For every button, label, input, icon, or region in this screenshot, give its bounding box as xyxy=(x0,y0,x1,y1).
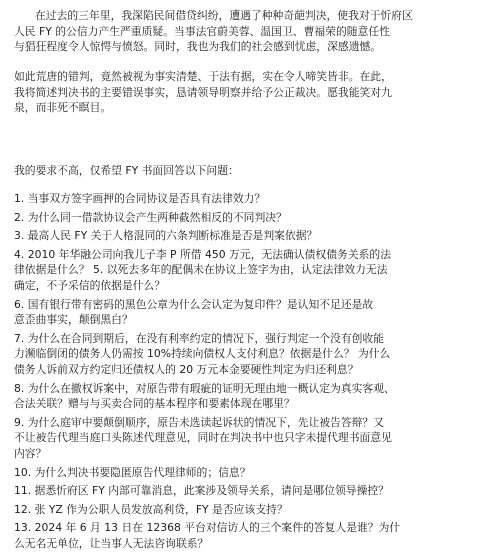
question-item-3: 3. 最高人民 FY 关于人格混同的六条判断标准是否是判案依据？ xyxy=(14,229,318,243)
question-item-6: 6. 国有银行带有密码的黑色公章为什么会认定为复印件？是认知不足还是故 意歪曲事实，颠倒黑白？ xyxy=(14,297,374,327)
request-line: 我的要求不高，仅希望 FY 书面回答以下问题： xyxy=(14,164,239,177)
intro-paragraph: 在过去的三年里，我深陷民间借贷纠纷，遭遇了种种奇葩判决，使我对于忻府区 人民 FY 的公信力产生严重质疑。当事法官蔚美蓉、温国卫、曹福荣的随意任性 与猖狂程度令人惊愕与愤怒。同时，我也为我们的社会感到忧虑，深感遗憾。 xyxy=(14,9,413,54)
question-item-7: 7. 为什么在合同到期后，在没有利率约定的情况下，强行判定一个没有创收能 力濒临倒闭的债务人仍需按 10%持续向债权人支付利息？依据是什么？ 为什么 债务人诉前双方约定归还债权人的 20 万元本金要硬性判定为归还利息？ xyxy=(14,331,391,376)
question-item-8: 8. 为什么在撤权诉案中，对原告带有瑕疵的证明无理由地一概认定为真实客观、 合法关联？赠与与买卖合同的基本程序和要素体现在哪里？ xyxy=(14,381,395,411)
question-item-12: 12. 张 YZ 作为公职人员发放高利贷，FY 是否应该支持？ xyxy=(14,502,288,516)
question-item-9: 9. 为什么庭审中要颠倒顺序，原告未选读起诉状的情况下，先让被告答辩？又 不让被告代理当庭口头陈述代理意见，同时在判决书中也只字未提代理书面意见 内容？ xyxy=(14,415,392,460)
statement-paragraph: 如此荒唐的错判，竟然被视为事实清楚、于法有据，实在令人啼笑皆非。在此， 我将简述判决书的主要错误事实，恳请领导明察并给予公正裁决。愿我能笑对九 泉，而非死不瞑目。 xyxy=(14,70,392,115)
question-item-11: 11. 据悉忻府区 FY 内部可靠消息，此案涉及领导关系，请问是哪位领导操控？ xyxy=(14,484,389,498)
question-item-13: 13. 2024 年 6 月 13 日在 12368 平台对信访人的三个案件的答复人是谁？为什 么无名无单位，让当事人无法咨询联系？ xyxy=(14,521,401,550)
question-list xyxy=(14,191,488,554)
question-item-10: 10. 为什么判决书要隐匿原告代理律师的；信息？ xyxy=(14,465,251,479)
question-item-2: 2. 为什么同一借款协议会产生两种截然相反的不同判决？ xyxy=(14,210,287,224)
question-item-1: 1. 当事双方签字画押的合同协议是否具有法律效力？ xyxy=(14,192,266,205)
question-item-4-5: 4. 2010 年华融公司向我儿子李 P 所借 450 万元，无法确认债权债务关系的法 律依据是什么？ 5. 以死去多年的配偶未在协议上签字为由，认定法律效力无法 确定，不予采信的依据是什么？ xyxy=(14,247,392,292)
